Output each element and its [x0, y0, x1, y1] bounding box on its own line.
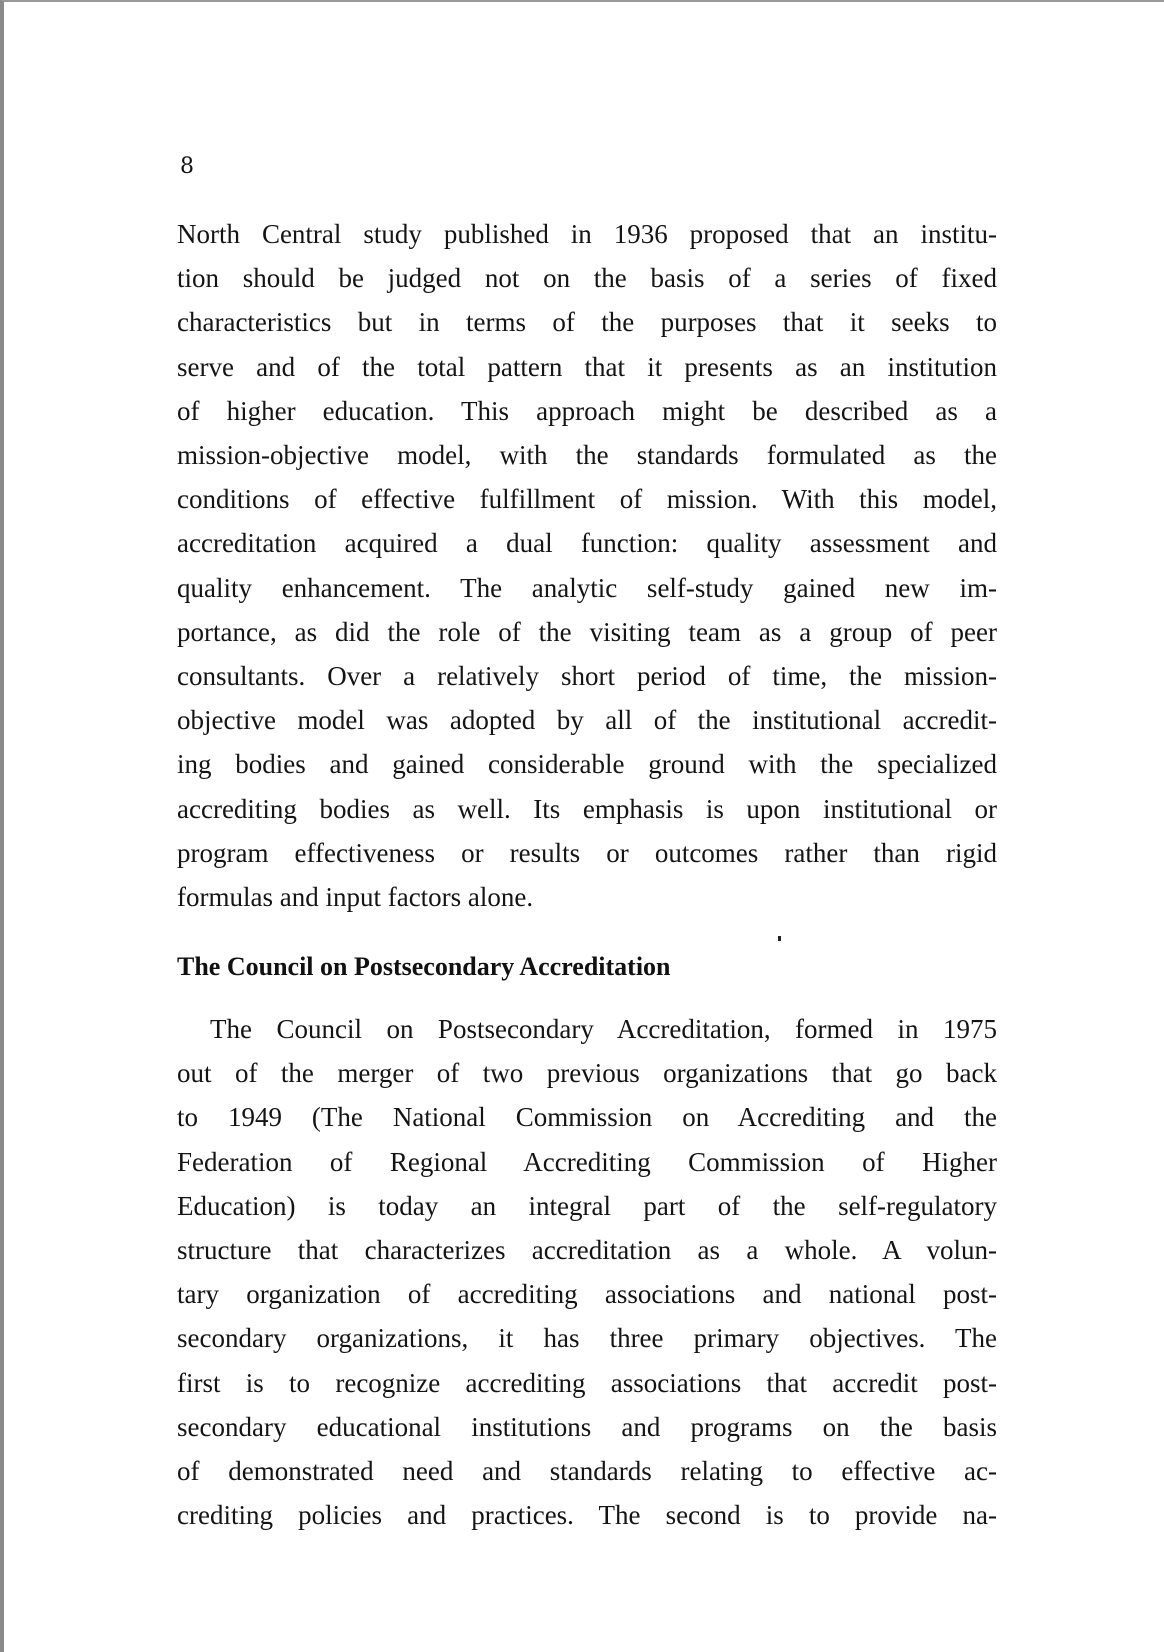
- text-line: program effectiveness or results or outcomes rather than rigid: [177, 837, 997, 868]
- text-line: tary organization of accrediting associations and national post-: [177, 1279, 997, 1310]
- text-line: out of the merger of two previous organizations that go back: [177, 1058, 997, 1089]
- text-line: characteristics but in terms of the purposes that it seeks to: [177, 307, 997, 338]
- text-line: consultants. Over a relatively short period of time, the mission-: [177, 661, 997, 692]
- text-line: mission-objective model, with the standards formulated as the: [177, 440, 997, 471]
- text-line: Federation of Regional Accrediting Commission of Higher: [177, 1146, 997, 1177]
- page-number: 8: [180, 154, 194, 179]
- text-line: formulas and input factors alone.: [177, 882, 534, 913]
- text-line: serve and of the total pattern that it presents as an institution: [177, 351, 997, 382]
- text-line: structure that characterizes accreditation as a whole. A volun-: [177, 1235, 997, 1266]
- text-line: objective model was adopted by all of the institutional accredit-: [177, 705, 997, 736]
- text-line: Education) is today an integral part of the self-regulatory: [177, 1190, 997, 1221]
- text-line: of higher education. This approach might be described as a: [177, 395, 997, 426]
- print-speck: [778, 936, 781, 941]
- body-paragraph-2: [177, 1007, 997, 1537]
- text-line: North Central study published in 1936 proposed that an institu-: [177, 219, 997, 249]
- text-line: ing bodies and gained considerable ground with the specialized: [177, 749, 997, 780]
- text-line: conditions of effective fulfillment of mission. With this model,: [177, 484, 997, 515]
- body-paragraph-1: [177, 212, 997, 919]
- text-line: to 1949 (The National Commission on Accrediting and the: [177, 1102, 997, 1133]
- text-line: crediting policies and practices. The second is to provide na-: [177, 1500, 997, 1531]
- text-line: secondary educational institutions and programs on the basis: [177, 1411, 997, 1442]
- text-line: accreditation acquired a dual function: quality assessment and: [177, 528, 997, 559]
- text-line: first is to recognize accrediting associations that accredit post-: [177, 1367, 997, 1398]
- text-line: portance, as did the role of the visiting team as a group of peer: [177, 616, 997, 647]
- section-heading: The Council on Postsecondary Accreditation: [177, 952, 671, 981]
- text-line: of demonstrated need and standards relating to effective ac-: [177, 1456, 997, 1487]
- text-line: The Council on Postsecondary Accreditation, formed in 1975: [210, 1014, 997, 1044]
- text-line: quality enhancement. The analytic self-study gained new im-: [177, 572, 997, 603]
- text-line: accrediting bodies as well. Its emphasis is upon institutional or: [177, 793, 997, 824]
- text-line: secondary organizations, it has three primary objectives. The: [177, 1323, 997, 1354]
- text-line: tion should be judged not on the basis of a series of fixed: [177, 263, 997, 294]
